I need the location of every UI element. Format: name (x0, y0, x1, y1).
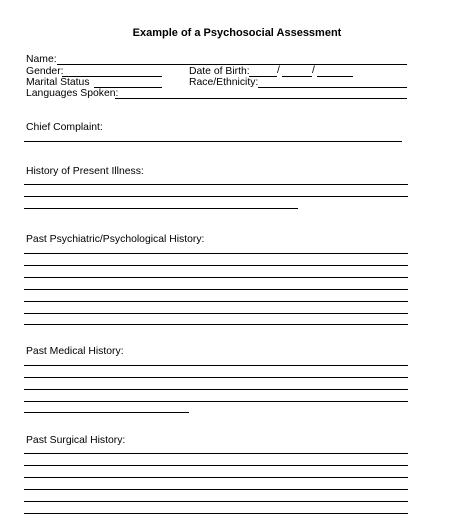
surgical-history-label: Past Surgical History: (26, 435, 126, 446)
surgical-history-line[interactable] (24, 465, 408, 466)
surgical-history-line[interactable] (24, 501, 408, 502)
psych-history-line[interactable] (24, 277, 408, 278)
gender-label: Gender: (26, 66, 64, 77)
dob-separator-2: / (312, 65, 315, 76)
dob-separator-1: / (277, 65, 280, 76)
languages-label: Languages Spoken: (26, 88, 119, 99)
medical-history-label: Past Medical History: (26, 346, 124, 357)
medical-history-line[interactable] (24, 401, 408, 402)
present-illness-line[interactable] (24, 196, 408, 197)
psych-history-line[interactable] (24, 313, 408, 314)
race-ethnicity-field[interactable] (258, 87, 407, 88)
medical-history-line[interactable] (24, 412, 189, 413)
chief-complaint-label: Chief Complaint: (26, 122, 103, 133)
medical-history-line[interactable] (24, 389, 408, 390)
psych-history-label: Past Psychiatric/Psychological History: (26, 234, 205, 245)
surgical-history-line[interactable] (24, 477, 408, 478)
medical-history-line[interactable] (24, 377, 408, 378)
form-title: Example of a Psychosocial Assessment (132, 27, 342, 39)
surgical-history-line[interactable] (24, 453, 408, 454)
name-label: Name: (26, 54, 57, 65)
surgical-history-line[interactable] (24, 513, 408, 514)
present-illness-line[interactable] (24, 184, 408, 185)
present-illness-label: History of Present Illness: (26, 166, 144, 177)
medical-history-line[interactable] (24, 365, 408, 366)
psych-history-line[interactable] (24, 301, 408, 302)
present-illness-line[interactable] (24, 208, 298, 209)
psych-history-line[interactable] (24, 265, 408, 266)
dob-year-field[interactable] (317, 76, 353, 77)
chief-complaint-line[interactable] (24, 141, 402, 142)
surgical-history-line[interactable] (24, 489, 408, 490)
psych-history-line[interactable] (24, 289, 408, 290)
languages-field[interactable] (115, 98, 407, 99)
race-ethnicity-label: Race/Ethnicity: (189, 77, 259, 88)
psych-history-line[interactable] (24, 324, 408, 325)
name-field[interactable] (57, 64, 407, 65)
marital-status-label: Marital Status (26, 77, 90, 88)
psych-history-line[interactable] (24, 253, 408, 254)
dob-day-field[interactable] (282, 76, 312, 77)
dob-label: Date of Birth: (189, 66, 250, 77)
